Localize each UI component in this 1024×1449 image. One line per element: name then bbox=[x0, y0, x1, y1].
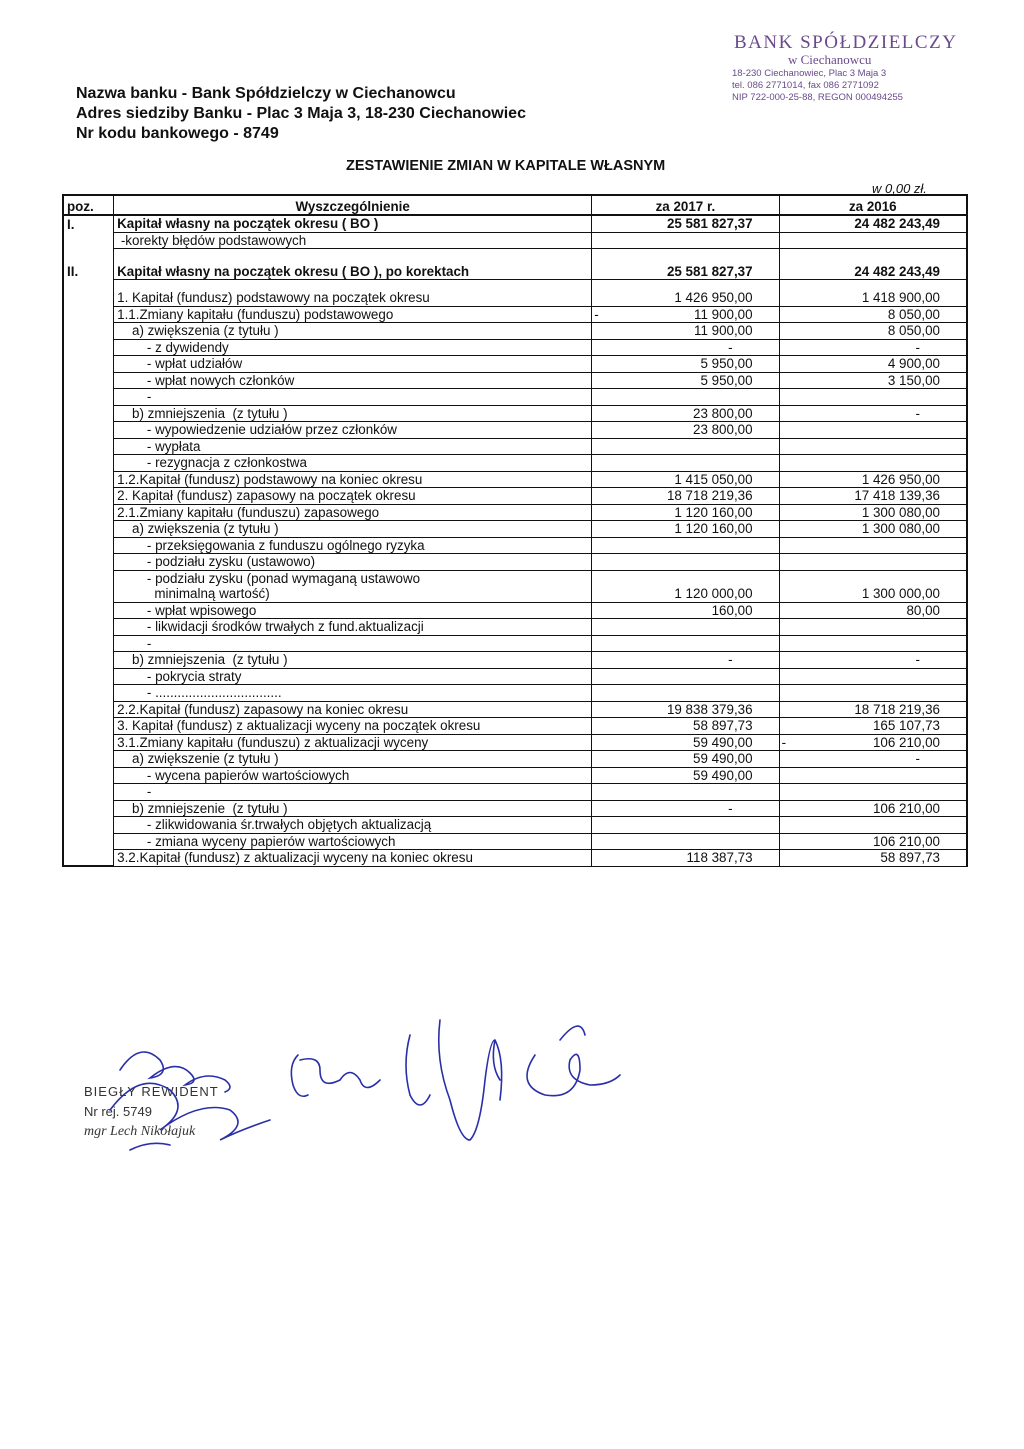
bank-name-line: Nazwa banku - Bank Spółdzielczy w Ciechanowcu bbox=[76, 85, 456, 102]
row-value-2017-text: - bbox=[728, 339, 733, 355]
row-value-2016-text: 106 210,00 bbox=[872, 833, 940, 849]
signature-3 bbox=[406, 1020, 502, 1140]
row-description-text: - wypowiedzenie udziałów przez członków bbox=[117, 422, 397, 437]
auditor-name: mgr Lech Nikołajuk bbox=[84, 1124, 196, 1139]
row-description-text: b) zmniejszenie (z tytułu ) bbox=[117, 800, 288, 816]
row-description-text: 3. Kapitał (fundusz) z aktualizacji wyceny na początek okresu bbox=[117, 718, 481, 733]
header-2016: za 2016 bbox=[779, 195, 967, 215]
address-line: Adres siedziby Banku - Plac 3 Maja 3, 18-230 Ciechanowiec bbox=[76, 105, 526, 122]
row-description-text: - pokrycia straty bbox=[117, 668, 242, 684]
row-value-2016-text: 1 300 080,00 bbox=[861, 504, 940, 520]
row-description-text: - przeksięgowania z funduszu ogólnego ryzyka bbox=[117, 537, 425, 553]
row-value-2016-prefix: - bbox=[781, 734, 787, 750]
row-description-text: 1. Kapitał (fundusz) podstawowy na początek okresu bbox=[117, 290, 430, 305]
row-value-2017-text: 25 581 827,37 bbox=[666, 263, 753, 279]
row-description-text: -korekty błędów podstawowych bbox=[117, 232, 307, 248]
row-value-2017-text: - bbox=[728, 800, 733, 816]
row-description-text: - bbox=[117, 784, 152, 799]
row-value-2016-text: 106 210,00 bbox=[872, 734, 940, 750]
stamp-city: w Ciechanowcu bbox=[788, 52, 872, 67]
row-description-text: a) zwiększenia (z tytułu ) bbox=[117, 323, 279, 338]
row-value-2016-text: 3 150,00 bbox=[887, 372, 940, 388]
row-value-2017-text: 1 426 950,00 bbox=[674, 290, 753, 305]
row-value-2016-text: 106 210,00 bbox=[872, 800, 940, 816]
signature-auditor bbox=[110, 1052, 270, 1150]
stamp-phone: tel. 086 2771014, fax 086 2771092 bbox=[732, 80, 879, 91]
row-value-2016-text: 24 482 243,49 bbox=[854, 263, 940, 279]
row-description-text: 2. Kapitał (fundusz) zapasowy na początek okresu bbox=[117, 488, 416, 503]
row-value-2016-text: - bbox=[915, 652, 920, 667]
row-description-text: - wpłat nowych członków bbox=[117, 372, 295, 388]
row-description-text: 2.1.Zmiany kapitału (funduszu) zapasowego bbox=[117, 504, 380, 520]
row-value-2017-text: 23 800,00 bbox=[693, 405, 753, 421]
row-value-2016-text: 17 418 139,36 bbox=[854, 488, 940, 503]
row-value-2017-text: 23 800,00 bbox=[693, 422, 753, 437]
row-poz: II. bbox=[63, 249, 114, 280]
row-value-2016-text: 8 050,00 bbox=[887, 323, 940, 338]
row-description-text: - zmiana wyceny papierów wartościowych bbox=[117, 833, 396, 849]
row-value-2016-text: 58 897,73 bbox=[880, 850, 940, 865]
auditor-title: BIEGŁY REWIDENT bbox=[84, 1084, 219, 1099]
row-value-2017-text: 1 120 160,00 bbox=[674, 504, 753, 520]
row-description-text-cont: minimalną wartość) bbox=[117, 586, 270, 601]
row-description-text: 3.1.Zmiany kapitału (funduszu) z aktualizacji wyceny bbox=[117, 734, 429, 750]
header-2017: za 2017 r. bbox=[592, 195, 779, 215]
row-value-2017-text: 58 897,73 bbox=[693, 718, 753, 733]
row-value-2016-text: 1 418 900,00 bbox=[861, 290, 940, 305]
row-description-text: a) zwiększenie (z tytułu ) bbox=[117, 751, 279, 766]
row-description-text: - wypłata bbox=[117, 438, 201, 454]
row-value-2017-text: 19 838 379,36 bbox=[666, 701, 753, 717]
row-value-2017-text: 118 387,73 bbox=[686, 850, 753, 865]
row-description-text: - wpłat wpisowego bbox=[117, 602, 257, 618]
row-description-text: b) zmniejszenia (z tytułu ) bbox=[117, 652, 288, 667]
currency-unit: w 0,00 zł. bbox=[872, 181, 927, 196]
row-description-text: - z dywidendy bbox=[117, 339, 229, 355]
row-description-text: - wpłat udziałów bbox=[117, 356, 243, 371]
row-description-text: - zlikwidowania śr.trwałych objętych aktualizacją bbox=[117, 817, 432, 832]
row-description-text: a) zwiększenia (z tytułu ) bbox=[117, 521, 279, 536]
row-value-2017-text: 25 581 827,37 bbox=[666, 216, 753, 231]
stamp-ids: NIP 722-000-25-88, REGON 000494255 bbox=[732, 92, 903, 103]
row-value-2016-text: 165 107,73 bbox=[872, 718, 940, 733]
row-value-2016-text: 24 482 243,49 bbox=[854, 216, 940, 231]
row-description-text: - podziału zysku (ustawowo) bbox=[117, 554, 316, 569]
row-value-2016-text: 1 426 950,00 bbox=[861, 471, 940, 487]
row-value-2017-text: - bbox=[728, 652, 733, 667]
row-value-2016-text: - bbox=[915, 751, 920, 766]
row-value-2017-text: 11 900,00 bbox=[694, 323, 753, 338]
row-value-2017-text: 5 950,00 bbox=[700, 356, 753, 371]
row-description-text: 3.2.Kapitał (fundusz) z aktualizacji wyceny na koniec okresu bbox=[117, 850, 473, 865]
row-description-text: Kapitał własny na początek okresu ( BO ) bbox=[117, 216, 379, 231]
row-description-text: 1.2.Kapitał (fundusz) podstawowy na koniec okresu bbox=[117, 471, 423, 487]
signature-2 bbox=[291, 1055, 380, 1096]
row-value-2017-prefix: - bbox=[594, 306, 599, 322]
stamp-address: 18-230 Ciechanowiec, Plac 3 Maja 3 bbox=[732, 68, 887, 79]
row-value-2016-text: 18 718 219,36 bbox=[854, 701, 940, 717]
row-description-text: - bbox=[117, 389, 152, 404]
row-value-2016-text: 8 050,00 bbox=[887, 306, 940, 322]
row-description-text: - bbox=[117, 635, 152, 651]
row-value-2016-text: 80,00 bbox=[906, 602, 940, 618]
row-value-2017-text: 18 718 219,36 bbox=[666, 488, 753, 503]
row-value-2017-text: 5 950,00 bbox=[700, 372, 753, 388]
header-description: Wyszczególnienie bbox=[114, 195, 592, 215]
row-value-2016-text: - bbox=[915, 405, 920, 421]
row-description-text: - likwidacji środków trwałych z fund.aktualizacji bbox=[117, 619, 424, 634]
row-value-2017-text: 1 120 000,00 bbox=[674, 586, 753, 601]
stamp-title: BANK SPÓŁDZIELCZY bbox=[734, 32, 958, 53]
row-value-2017-text: 59 490,00 bbox=[693, 751, 753, 766]
row-poz: I. bbox=[63, 215, 114, 232]
signature-4 bbox=[527, 1026, 620, 1096]
row-value-2016-text: 4 900,00 bbox=[887, 356, 940, 371]
row-description-text: - .................................. bbox=[117, 685, 282, 700]
bank-code-line: Nr kodu bankowego - 8749 bbox=[76, 125, 279, 142]
row-value-2017-text: 11 900,00 bbox=[694, 306, 753, 322]
row-description-text: - wycena papierów wartościowych bbox=[117, 767, 350, 783]
row-description-text: Kapitał własny na początek okresu ( BO ), po korektach bbox=[117, 263, 470, 279]
row-value-2016-text: 1 300 080,00 bbox=[861, 521, 940, 536]
row-value-2017-text: 59 490,00 bbox=[693, 767, 753, 783]
row-value-2017-text: 59 490,00 bbox=[693, 734, 753, 750]
row-description-text: 2.2.Kapitał (fundusz) zapasowy na koniec okresu bbox=[117, 701, 409, 717]
row-description-text: 1.1.Zmiany kapitału (funduszu) podstawowego bbox=[117, 306, 394, 322]
auditor-reg: Nr rej. 5749 bbox=[84, 1104, 152, 1119]
row-value-2016-text: 1 300 000,00 bbox=[861, 586, 940, 601]
document-title: ZESTAWIENIE ZMIAN W KAPITALE WŁASNYM bbox=[346, 158, 666, 174]
row-description-text: - podziału zysku (ponad wymaganą ustawowo bbox=[117, 570, 421, 586]
row-value-2017-text: 160,00 bbox=[711, 602, 753, 618]
row-value-2017-text: 1 120 160,00 bbox=[674, 521, 753, 536]
row-description-text: b) zmniejszenia (z tytułu ) bbox=[117, 405, 288, 421]
row-description-text: - rezygnacja z członkostwa bbox=[117, 455, 307, 470]
header-poz: poz. bbox=[63, 195, 114, 215]
row-value-2016-text: - bbox=[915, 339, 920, 355]
row-value-2017-text: 1 415 050,00 bbox=[674, 471, 753, 487]
